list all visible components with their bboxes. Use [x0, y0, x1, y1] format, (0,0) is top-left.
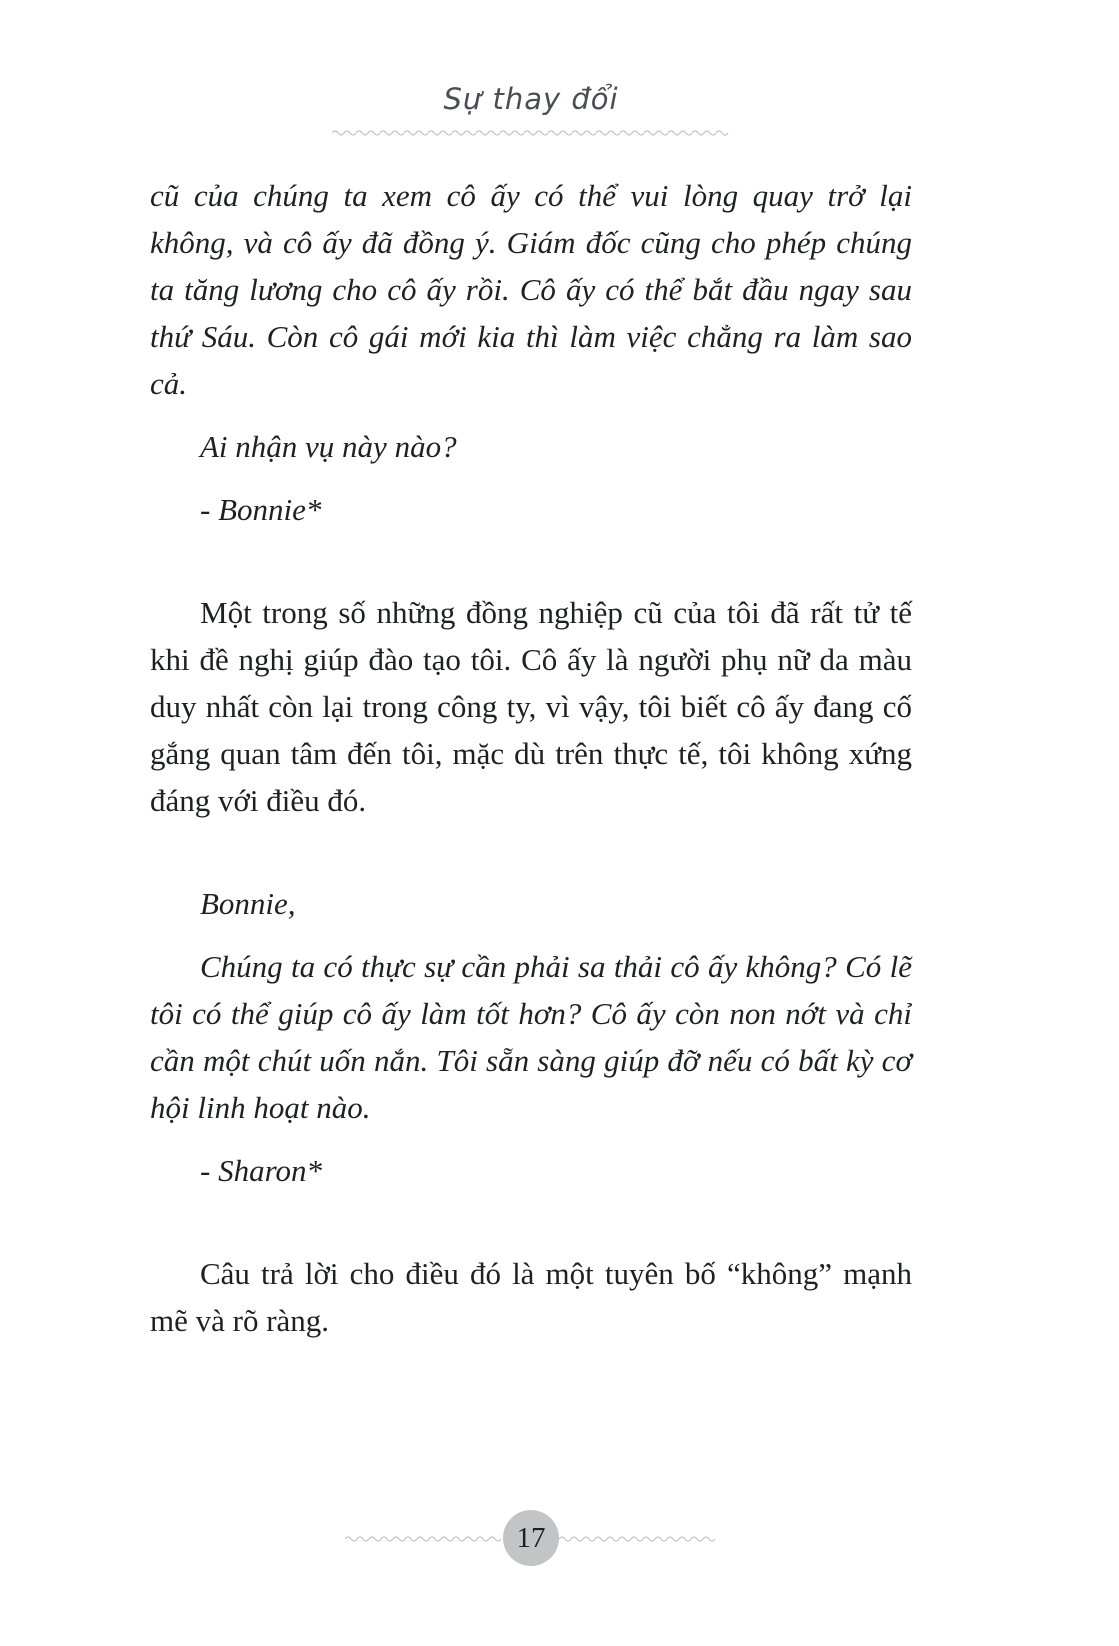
paragraph-letter-signature-sharon: - Sharon*	[200, 1153, 322, 1188]
paragraph-letter-body: Chúng ta có thực sự cần phải sa thải cô ấy không? Có lẽ tôi có thể giúp cô ấy làm tốt hơn? Cô ấy còn non nớt và chỉ cần một chút uốn nắn. Tôi sẵn sàng giúp đỡ nếu có bất kỳ cơ hội linh hoạt nào.	[150, 949, 912, 1125]
wavy-divider-icon	[332, 126, 730, 138]
page-number-badge	[503, 1510, 559, 1566]
paragraph-narration-2: Câu trả lời cho điều đó là một tuyên bố “không” mạnh mẽ và rõ ràng.	[150, 1256, 912, 1338]
wavy-divider-left-icon	[345, 1532, 503, 1544]
paragraph-letter-signature-bonnie: - Bonnie*	[200, 492, 322, 527]
page-number: 17	[516, 1521, 546, 1554]
paragraph-letter-continuation: cũ của chúng ta xem cô ấy có thể vui lòng quay trở lại không, và cô ấy đã đồng ý. Giám đốc cũng cho phép chúng ta tăng lương cho cô ấy rồi. Cô ấy có thể bắt đầu ngay sau thứ Sáu. Còn cô gái mới kia thì làm việc chẳng ra làm sao cả.	[150, 178, 912, 401]
chapter-title: Sự thay đổi	[443, 82, 619, 116]
paragraph-narration-1: Một trong số những đồng nghiệp cũ của tôi đã rất tử tế khi đề nghị giúp đào tạo tôi. Cô ấy là người phụ nữ da màu duy nhất còn lại trong công ty, vì vậy, tôi biết cô ấy đang cố gắng quan tâm đến tôi, mặc dù trên thực tế, tôi không xứng đáng với điều đó.	[150, 595, 912, 818]
paragraph-letter-salutation: Bonnie,	[200, 886, 296, 921]
page-body	[150, 172, 912, 1344]
chapter-header	[150, 84, 912, 138]
paragraph-letter-question: Ai nhận vụ này nào?	[200, 429, 457, 464]
wavy-divider-right-icon	[559, 1532, 717, 1544]
page-footer	[150, 1510, 912, 1566]
